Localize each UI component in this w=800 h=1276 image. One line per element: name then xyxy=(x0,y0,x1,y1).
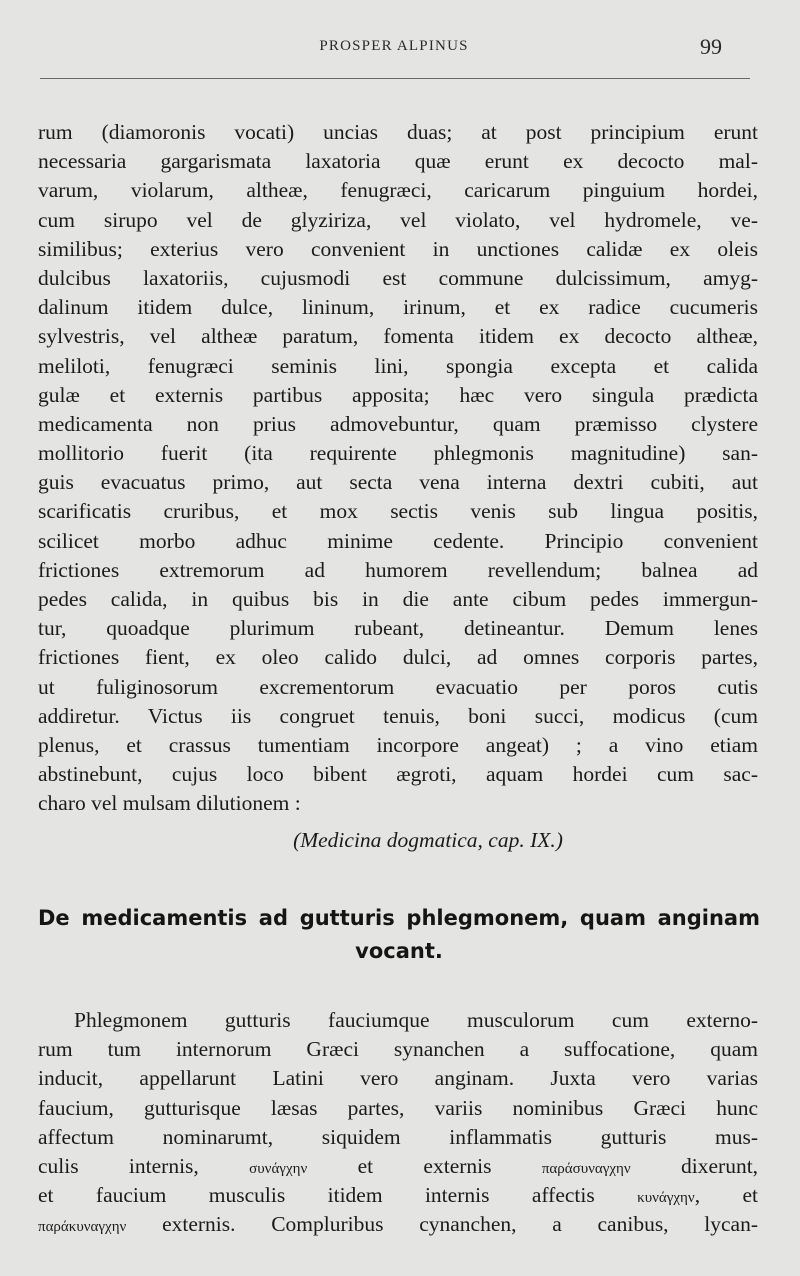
section-heading xyxy=(38,902,760,968)
text-line: dalinum itidem dulce, lininum, irinum, et ex radice cucumeris xyxy=(38,295,758,320)
text-fragment: culis internis, xyxy=(38,1153,199,1178)
text-fragment: , et xyxy=(694,1183,758,1208)
text-line: meliloti, fenugræci seminis lini, spongia excepta et calida xyxy=(38,353,758,378)
text-line: similibus; exterius vero convenient in unctiones calidæ ex oleis xyxy=(38,236,758,261)
text-line: medicamenta non prius admovebuntur, quam præmisso clystere xyxy=(38,411,758,436)
greek-word: παράκυναγχην xyxy=(38,1219,127,1236)
text-line: tur, quoadque plurimum rubeant, detineantur. Demum lenes xyxy=(38,616,758,641)
text-line: mollitorio fuerit (ita requirente phlegmonis magnitudine) san- xyxy=(38,441,758,466)
text-line xyxy=(38,1152,758,1181)
text-line: charo vel mulsam dilutionem : xyxy=(38,791,301,816)
text-line: sylvestris, vel altheæ paratum, fomenta itidem ex decocto altheæ, xyxy=(38,324,758,349)
text-fragment: dixerunt, xyxy=(681,1153,759,1178)
paragraph-2 xyxy=(38,1006,758,1240)
text-line: ut fuliginosorum excrementorum evacuatio per poros cutis xyxy=(38,674,758,699)
text-line: plenus, et crassus tumentiam incorpore angeat) ; a vino etiam xyxy=(38,732,758,757)
page-number: 99 xyxy=(700,34,722,59)
text-line: abstinebunt, cujus loco bibent ægroti, aquam hordei cum sac- xyxy=(38,762,758,787)
greek-word: συνάγχην xyxy=(249,1160,308,1177)
text-line: affectum nominarumt, siquidem inflammatis gutturis mus- xyxy=(38,1124,758,1149)
text-line: scarificatis cruribus, et mox sectis venis sub lingua positis, xyxy=(38,499,758,524)
text-fragment: et faucium musculis itidem internis affectis xyxy=(38,1183,595,1208)
text-line: rum (diamoronis vocati) uncias duas; at post principium erunt xyxy=(38,120,758,144)
text-line xyxy=(38,1181,758,1210)
text-line: cum sirupo vel de glyziriza, vel violato, vel hydromele, ve- xyxy=(38,207,758,232)
section-heading-line-2: vocant. xyxy=(355,939,443,963)
text-line: dulcibus laxatoriis, cujusmodi est commune dulcissimum, amyg- xyxy=(38,265,758,290)
text-line: frictiones fient, ex oleo calido dulci, ad omnes corporis partes, xyxy=(38,645,758,670)
text-line: rum tum internorum Græci synanchen a suffocatione, quam xyxy=(38,1037,758,1062)
text-line xyxy=(38,1210,758,1239)
greek-word: παράσυναγχην xyxy=(541,1160,631,1177)
section-heading-line-1: De medicamentis ad gutturis phlegmonem, quam anginam xyxy=(38,906,760,930)
text-fragment: et externis xyxy=(357,1153,492,1178)
running-head xyxy=(38,36,750,64)
text-line: inducit, appellarunt Latini vero anginam. Juxta vero varias xyxy=(38,1066,758,1091)
paragraph-1 xyxy=(38,118,758,819)
text-line: guis evacuatus primo, aut secta vena interna dextri cubiti, aut xyxy=(38,470,758,495)
text-line: frictiones extremorum ad humorem revellendum; balnea ad xyxy=(38,557,758,582)
text-line: necessaria gargarismata laxatoria quæ erunt ex decocto mal- xyxy=(38,149,758,174)
citation: (Medicina dogmatica, cap. IX.) xyxy=(293,828,563,852)
text-line: scilicet morbo adhuc minime cedente. Principio convenient xyxy=(38,528,758,553)
running-title: PROSPER ALPINUS xyxy=(319,38,469,54)
text-fragment: externis. Compluribus cynanchen, a canibus, lycan- xyxy=(162,1212,758,1237)
text-line: gulæ et externis partibus apposita; hæc vero singula prædicta xyxy=(38,382,758,407)
text-line: pedes calida, in quibus bis in die ante cibum pedes immergun- xyxy=(38,587,758,611)
text-line: varum, violarum, altheæ, fenugræci, caricarum pinguium hordei, xyxy=(38,178,758,203)
text-line: addiretur. Victus iis congruet tenuis, boni succi, modicus (cum xyxy=(38,703,758,728)
text-line: faucium, gutturisque læsas partes, variis nominibus Græci hunc xyxy=(38,1095,758,1120)
greek-word: κυνάγχην xyxy=(637,1190,695,1207)
text-line: Phlegmonem gutturis fauciumque musculorum cum externo- xyxy=(74,1008,758,1032)
header-rule xyxy=(40,78,750,79)
